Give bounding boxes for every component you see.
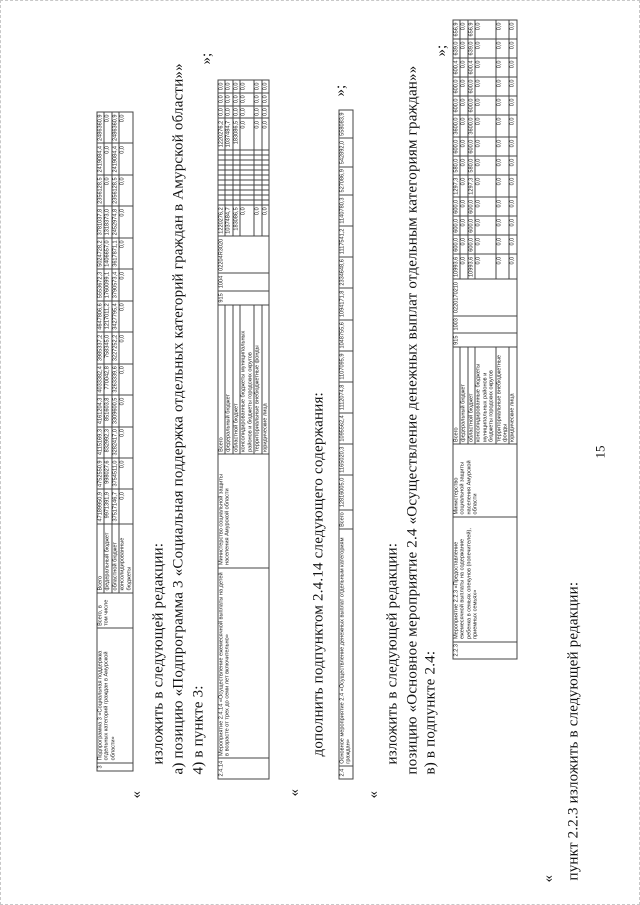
value-cell: 0,0: [119, 489, 133, 524]
value-cell: [254, 155, 261, 160]
value-cell: 2419084,4: [97, 143, 104, 174]
value-cell: 1220276,2: [218, 118, 225, 149]
value-cell: 2356128,5: [97, 175, 104, 206]
subitem-v: в) в подпункте 2.4:: [422, 650, 439, 775]
value-cell: 0,0: [460, 216, 467, 235]
value-cell: 0,0: [475, 216, 495, 235]
table-measure-2-4-14: [218, 80, 270, 780]
value-cell: 0,0: [475, 235, 495, 254]
value-cell: 0,0: [509, 197, 516, 216]
position-paragraph-2-4: позицию «Основное мероприятие 2.4 «Осуществление денежных выплат отдельным категориям граждан»»: [404, 65, 421, 775]
csr-code-cell: 02204R3020: [218, 236, 269, 273]
value-cell: 0,0: [475, 77, 495, 96]
value-cell: 600,4: [468, 58, 475, 77]
value-cell: 4115169,3: [97, 427, 104, 458]
value-cell: 5024728,2: [97, 238, 104, 269]
value-cell: [240, 185, 254, 190]
value-cell: 0,0: [509, 254, 516, 279]
value-cell: 600,0: [453, 197, 460, 216]
value-cell: [262, 190, 269, 195]
value-cell: [262, 185, 269, 190]
value-cell: 0,0: [509, 20, 516, 39]
value-cell: 0,0: [262, 106, 269, 119]
value-cell: 0,0: [496, 39, 510, 58]
value-cell: 0,0: [225, 93, 232, 106]
value-cell: [225, 165, 232, 170]
item-4-paragraph: 4) в пункте 3:: [190, 685, 207, 775]
value-cell: 0,0: [496, 156, 510, 175]
value-cell: 3600,0: [453, 115, 460, 137]
source-label-cell: областной бюджет: [112, 524, 119, 593]
source-label-cell: юридические лица: [262, 305, 269, 454]
value-cell: 0,0: [240, 205, 254, 236]
value-cell: [240, 170, 254, 175]
value-cell: [254, 195, 261, 200]
value-cell: 600,0: [453, 77, 460, 96]
executor-cell: Министерство социальной защиты населения Амурской области: [218, 454, 269, 567]
value-cell: [262, 155, 269, 160]
value-cell: [262, 160, 269, 165]
value-cell: 0,0: [225, 80, 232, 93]
value-cell: 0,0: [218, 106, 225, 119]
source-label-cell: областной бюджет: [468, 347, 475, 444]
value-cell: 0,0: [460, 20, 467, 39]
value-cell: 3600,0: [468, 115, 475, 137]
value-cell: [254, 190, 261, 195]
value-cell: 0,0: [262, 205, 269, 236]
value-cell: 0,0: [460, 96, 467, 115]
value-cell: 0,0: [460, 115, 467, 137]
value-cell: [218, 150, 225, 155]
value-cell: 0,0: [496, 197, 510, 216]
source-label-cell: территориальные внебюджетные фонды: [254, 305, 261, 454]
value-cell: 0,0: [262, 80, 269, 93]
row-number-cell: 3: [97, 763, 133, 771]
value-cell: 600,0: [468, 216, 475, 235]
position-paragraph-3: а) позицию «Подпрограмма 3 «Социальная поддержка отдельных категорий граждан в Амурской области»»: [170, 63, 187, 775]
value-cell: 3227252,2: [112, 332, 119, 363]
value-cell: 0,0: [496, 115, 510, 137]
value-cell: 0,0: [240, 118, 254, 149]
value-cell: [262, 180, 269, 185]
value-cell: 0,0: [104, 112, 111, 143]
value-cell: [218, 180, 225, 185]
rzpr-code-cell: 1003: [453, 316, 517, 333]
value-cell: [233, 190, 240, 195]
value-cell: 600,0: [468, 77, 475, 96]
value-cell: 3617871,1: [112, 238, 119, 269]
value-cell: 1165020,3: [339, 444, 353, 475]
open-quote-3: «: [286, 789, 303, 797]
value-cell: 0,0: [119, 112, 133, 143]
restate-paragraph-2-4: изложить в следующей редакции:: [384, 542, 401, 765]
value-cell: 4033382,4: [97, 364, 104, 395]
value-cell: 9971391,9: [104, 489, 111, 524]
close-quote-3: »;: [198, 52, 215, 65]
value-cell: 1318373,0: [104, 206, 111, 237]
value-cell: [254, 200, 261, 205]
value-cell: [262, 195, 269, 200]
value-cell: 0,0: [509, 115, 516, 137]
value-cell: 5553672,3: [97, 269, 104, 300]
value-cell: 0,0: [509, 58, 516, 77]
open-quote-1: «: [540, 875, 557, 883]
value-cell: 600,0: [468, 197, 475, 216]
value-cell: [262, 175, 269, 180]
value-cell: 4752550,9: [97, 458, 104, 489]
value-cell: 0,0: [475, 39, 495, 58]
value-cell: 10993,6: [468, 254, 475, 279]
value-cell: 0,0: [240, 106, 254, 119]
table-row: [97, 112, 104, 771]
value-cell: 0,0: [475, 175, 495, 197]
table-row: [339, 110, 353, 779]
value-cell: [225, 175, 232, 180]
value-cell: 0,0: [233, 80, 240, 93]
value-cell: 1140780,3: [339, 195, 353, 226]
value-cell: 656,9: [453, 20, 460, 39]
value-cell: 656,9: [468, 20, 475, 39]
source-label-cell: федеральный бюджет: [104, 524, 111, 593]
value-cell: 0,0: [460, 197, 467, 216]
value-cell: [254, 150, 261, 155]
value-cell: 0,0: [509, 77, 516, 96]
value-cell: 12816005,0: [339, 475, 353, 510]
value-cell: [262, 170, 269, 175]
value-cell: 183086,5: [233, 118, 240, 149]
value-cell: 2486360,9: [112, 112, 119, 143]
value-cell: 0,0: [119, 175, 133, 206]
value-cell: [233, 170, 240, 175]
value-cell: [254, 170, 261, 175]
value-cell: 0,0: [475, 58, 495, 77]
value-cell: [225, 200, 232, 205]
value-cell: 2419084,4: [112, 143, 119, 174]
close-quote-2: »;: [332, 84, 349, 97]
value-cell: [218, 195, 225, 200]
value-cell: 2452974,8: [112, 206, 119, 237]
source-label-cell: консолидированные бюджеты: [119, 524, 133, 593]
value-cell: 1117541,2: [339, 226, 353, 257]
rotated-document-page: [1, 0, 640, 905]
value-cell: 0,0: [119, 238, 133, 269]
value-cell: 1220276,2: [218, 205, 225, 236]
value-cell: [225, 190, 232, 195]
value-cell: 3790573,4: [112, 269, 119, 300]
value-cell: [240, 180, 254, 185]
value-cell: [254, 180, 261, 185]
measure-name-cell: Основное мероприятие 2.4 «Осуществление денежных выплат отдельным категориям граждан»: [339, 529, 353, 766]
value-cell: 2356128,5: [112, 175, 119, 206]
value-cell: [240, 160, 254, 165]
row-number-cell: 2.2.3: [453, 642, 517, 659]
value-cell: 770042,8: [104, 364, 111, 395]
source-label-cell: Всего: [453, 347, 460, 444]
value-cell: 0,0: [475, 115, 495, 137]
grbs-code-cell: 915: [218, 291, 269, 305]
value-cell: 0,0: [509, 175, 516, 197]
source-label-cell: консолидированные бюджеты муниципальных районов и бюджеты городских округов: [475, 347, 495, 444]
value-cell: 0,0: [254, 80, 261, 93]
value-cell: 639,0: [468, 39, 475, 58]
executor-cell: Министерство социальной защиты населения Амурской области: [453, 445, 517, 517]
rzpr-code-cell: 1004: [218, 273, 269, 290]
value-cell: 183086,5: [233, 205, 240, 236]
table-row: [218, 80, 225, 779]
value-cell: 0,0: [475, 156, 495, 175]
value-cell: 0,0: [475, 197, 495, 216]
value-cell: [218, 175, 225, 180]
value-cell: 527086,9: [339, 167, 353, 195]
value-cell: 37517146,7: [112, 489, 119, 524]
value-cell: 0,0: [240, 80, 254, 93]
value-cell: 600,0: [468, 235, 475, 254]
value-cell: 1095562,4: [339, 413, 353, 444]
value-cell: 47189950,9: [97, 489, 104, 524]
row-number-cell: 2.4.14: [218, 758, 269, 779]
value-cell: 0,0: [496, 175, 510, 197]
value-cell: [218, 190, 225, 195]
value-cell: 0,0: [496, 137, 510, 156]
value-cell: [254, 160, 261, 165]
value-cell: 1037484,7: [225, 205, 232, 236]
value-cell: 1760099,1: [104, 269, 111, 300]
value-cell: [218, 160, 225, 165]
value-cell: [233, 185, 240, 190]
value-cell: [233, 160, 240, 165]
value-cell: [225, 160, 232, 165]
value-cell: [262, 200, 269, 205]
value-cell: 0,0: [119, 301, 133, 332]
value-cell: [218, 170, 225, 175]
value-cell: 0,0: [119, 458, 133, 489]
value-cell: 3309600,5: [112, 395, 119, 426]
measure-name-cell: Подпрограмма 3 «Социальная поддержка отдельных категорий граждан в Амурской области»: [97, 628, 133, 762]
value-cell: [240, 200, 254, 205]
source-label-cell: Всего: [218, 305, 225, 454]
value-cell: 0,0: [509, 96, 516, 115]
value-cell: 0,0: [218, 93, 225, 106]
value-cell: 0,0: [240, 93, 254, 106]
value-cell: 0,0: [119, 395, 133, 426]
value-cell: 0,0: [119, 332, 133, 363]
value-cell: 1297,3: [468, 175, 475, 197]
value-cell: [240, 195, 254, 200]
value-cell: 600,0: [468, 137, 475, 156]
value-cell: 1217011,2: [104, 301, 111, 332]
intro-paragraph: пункт 2.2.3 изложить в следующей редакции:: [565, 581, 582, 881]
value-cell: [218, 155, 225, 160]
value-cell: 1112074,8: [339, 382, 353, 413]
value-cell: 0,0: [475, 254, 495, 279]
value-cell: [240, 190, 254, 195]
value-cell: [240, 165, 254, 170]
page-number: 15: [592, 445, 608, 459]
value-cell: 3427795,4: [112, 301, 119, 332]
value-cell: 0,0: [254, 118, 261, 149]
value-cell: 0,0: [254, 93, 261, 106]
value-cell: 0,0: [475, 20, 495, 39]
value-cell: 600,0: [453, 96, 460, 115]
value-cell: 0,0: [233, 93, 240, 106]
value-cell: 580,0: [468, 156, 475, 175]
value-cell: [254, 175, 261, 180]
value-cell: [233, 200, 240, 205]
value-cell: 0,0: [460, 254, 467, 279]
value-cell: 0,0: [460, 58, 467, 77]
value-cell: [225, 150, 232, 155]
value-cell: 4647806,6: [97, 301, 104, 332]
value-cell: 600,0: [453, 137, 460, 156]
value-cell: 0,0: [475, 96, 495, 115]
value-cell: 0,0: [119, 143, 133, 174]
source-label-cell: Всего: [97, 524, 104, 593]
grbs-code-cell: 915: [453, 333, 517, 347]
value-cell: 3985337,2: [97, 332, 104, 363]
value-cell: [262, 150, 269, 155]
value-cell: 542892,0: [339, 138, 353, 166]
value-cell: 0,0: [254, 205, 261, 236]
value-cell: [233, 195, 240, 200]
value-cell: 600,0: [453, 216, 460, 235]
value-cell: 998027,6: [104, 458, 111, 489]
value-cell: 0,0: [496, 77, 510, 96]
open-quote-2: «: [365, 791, 382, 799]
value-cell: [240, 155, 254, 160]
value-cell: 0,0: [460, 77, 467, 96]
source-label-cell: федеральный бюджет: [225, 305, 232, 454]
value-cell: 0,0: [509, 156, 516, 175]
value-cell: 0,0: [509, 39, 516, 58]
value-cell: 0,0: [496, 254, 510, 279]
source-label-cell: юридические лица: [509, 347, 516, 444]
value-cell: [225, 170, 232, 175]
value-cell: 0,0: [460, 235, 467, 254]
value-cell: 1406657,0: [104, 238, 111, 269]
value-cell: 10993,6: [453, 254, 460, 279]
value-cell: 0,0: [496, 96, 510, 115]
table-row: [453, 20, 460, 659]
value-cell: [233, 165, 240, 170]
value-cell: 0,0: [262, 118, 269, 149]
value-cell: 580,0: [453, 156, 460, 175]
value-cell: [225, 180, 232, 185]
value-cell: 600,4: [453, 58, 460, 77]
value-cell: 0,0: [254, 106, 261, 119]
value-cell: [240, 175, 254, 180]
value-cell: 0,0: [119, 269, 133, 300]
value-cell: 758345,0: [104, 332, 111, 363]
csr-code-cell: 0220170210: [453, 279, 517, 315]
value-cell: 0,0: [460, 137, 467, 156]
value-cell: [233, 180, 240, 185]
value-cell: 0,0: [119, 427, 133, 458]
value-cell: 1107095,9: [339, 351, 353, 382]
table-subprogram-3: [97, 112, 134, 772]
value-cell: 0,0: [233, 106, 240, 119]
value-cell: [225, 185, 232, 190]
value-cell: [233, 150, 240, 155]
value-cell: 0,0: [225, 106, 232, 119]
value-cell: 851603,8: [104, 395, 111, 426]
value-cell: 0,0: [496, 216, 510, 235]
value-cell: 1048755,6: [339, 320, 353, 351]
value-cell: 3263339,6: [112, 364, 119, 395]
open-quote-4: «: [128, 791, 145, 799]
restate-paragraph-3: изложить в следующей редакции:: [150, 542, 167, 765]
value-cell: 558083,9: [339, 110, 353, 138]
value-cell: [233, 175, 240, 180]
value-cell: 0,0: [460, 156, 467, 175]
value-cell: 600,0: [453, 235, 460, 254]
value-cell: 832992,3: [104, 427, 111, 458]
measure-name-cell: Мероприятие 2.2.3 «Предоставление ежемесячной выплаты на содержание ребенка в семьях опекунов (попечителей), приемных семьях»: [453, 517, 517, 642]
table-measure-2-2-3: [453, 20, 518, 660]
source-label-cell: федеральный бюджет: [460, 347, 467, 444]
value-cell: 0,0: [218, 80, 225, 93]
value-cell: 3282417,0: [112, 427, 119, 458]
value-cell: 1297,3: [453, 175, 460, 197]
value-cell: 0,0: [460, 39, 467, 58]
value-cell: 0,0: [104, 175, 111, 206]
value-cell: 0,0: [460, 175, 467, 197]
value-cell: [254, 165, 261, 170]
value-cell: [240, 150, 254, 155]
value-cell: 2486360,9: [97, 112, 104, 143]
value-cell: 0,0: [475, 137, 495, 156]
value-cell: 0,0: [496, 58, 510, 77]
value-cell: [233, 155, 240, 160]
value-cell: [218, 185, 225, 190]
value-cell: 0,0: [496, 20, 510, 39]
value-cell: 0,0: [509, 137, 516, 156]
value-cell: [225, 155, 232, 160]
close-quote-1: »;: [433, 44, 450, 57]
source-label-cell: консолидированные бюджеты муниципальных районов и бюджеты городских округов: [240, 305, 254, 454]
source-label-cell: областной бюджет: [233, 305, 240, 454]
value-cell: [218, 165, 225, 170]
value-cell: 0,0: [262, 93, 269, 106]
executor-cell: Всего, в том числе: [97, 593, 133, 628]
value-cell: [225, 195, 232, 200]
value-cell: 0,0: [496, 235, 510, 254]
row-number-cell: 2.4: [339, 766, 353, 779]
value-cell: 4161204,3: [97, 395, 104, 426]
value-cell: 1094171,8: [339, 288, 353, 319]
value-cell: 0,0: [509, 235, 516, 254]
add-subitem-paragraph: дополнить подпунктом 2.4.14 следующего содержания:: [310, 392, 327, 757]
value-cell: 3754511,0: [112, 458, 119, 489]
value-cell: 639,0: [453, 39, 460, 58]
value-cell: 1037484,7: [225, 118, 232, 149]
value-cell: 0,0: [119, 206, 133, 237]
value-cell: 600,0: [468, 96, 475, 115]
measure-name-cell: Мероприятие 2.4.14 «Осуществление ежемесячной выплаты на детей в возрасте от трех до семи лет включительно»: [218, 568, 269, 759]
source-label-cell: Всего: [339, 510, 353, 530]
value-cell: 3781037,8: [97, 206, 104, 237]
value-cell: [218, 200, 225, 205]
value-cell: 0,0: [119, 364, 133, 395]
value-cell: [254, 185, 261, 190]
value-cell: [262, 165, 269, 170]
table-activity-2-4: [339, 110, 354, 780]
value-cell: 0,0: [104, 143, 111, 174]
source-label-cell: территориальные внебюджетные фонды: [496, 347, 510, 444]
value-cell: 2334648,6: [339, 257, 353, 288]
value-cell: 0,0: [509, 216, 516, 235]
